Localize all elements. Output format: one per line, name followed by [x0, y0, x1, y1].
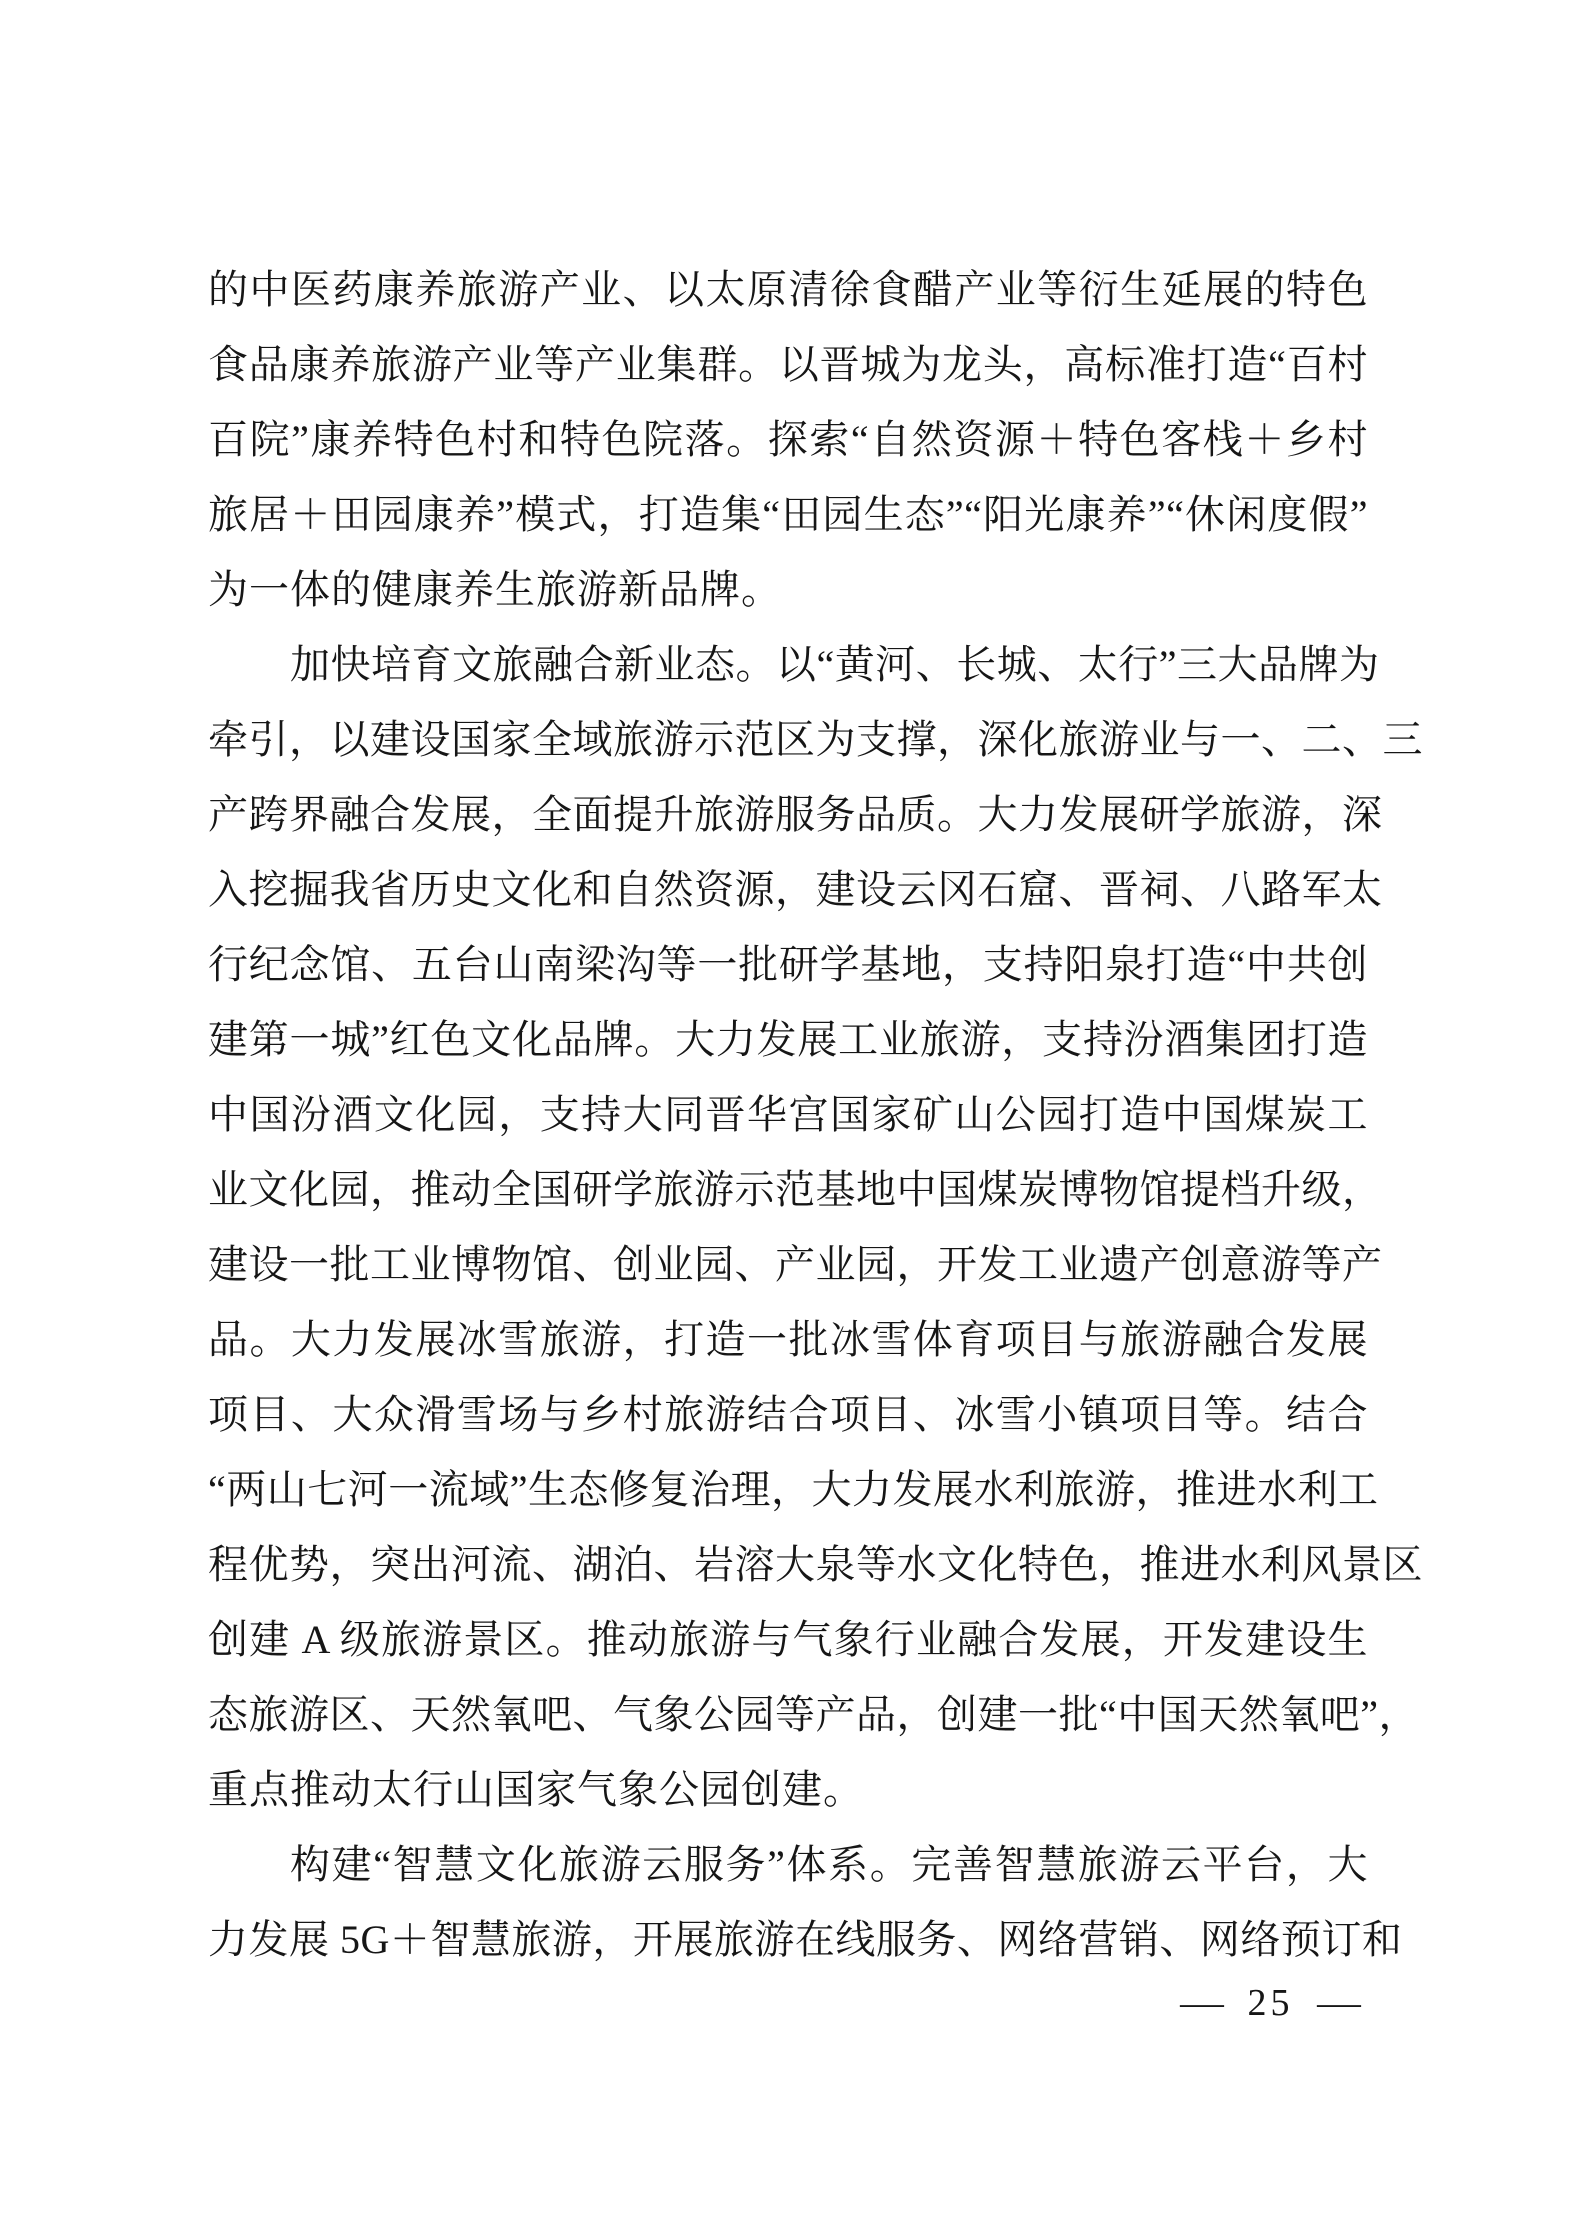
text-line: 项目、大众滑雪场与乡村旅游结合项目、冰雪小镇项目等。结合	[208, 1392, 1368, 1437]
text-line: 牵引，以建设国家全域旅游示范区为支撑，深化旅游业与一、二、三	[208, 717, 1423, 762]
text-line: 业文化园，推动全国研学旅游示范基地中国煤炭博物馆提档升级，	[208, 1167, 1383, 1212]
document-body	[208, 252, 1423, 1977]
text-line: 态旅游区、天然氧吧、气象公园等产品，创建一批“中国天然氧吧”，	[208, 1692, 1420, 1737]
page-number: 25	[1247, 1982, 1294, 2024]
text-line: 产跨界融合发展，全面提升旅游服务品质。大力发展研学旅游，深	[208, 792, 1383, 837]
text-line: 中国汾酒文化园，支持大同晋华宫国家矿山公园打造中国煤炭工	[208, 1092, 1368, 1137]
text-line: 入挖掘我省历史文化和自然资源，建设云冈石窟、晋祠、八路军太	[208, 867, 1383, 912]
text-line: 旅居＋田园康养”模式，打造集“田园生态”“阳光康养”“休闲度假”	[208, 492, 1368, 537]
text-line: 建第一城”红色文化品牌。大力发展工业旅游，支持汾酒集团打造	[208, 1017, 1368, 1062]
text-line: 构建“智慧文化旅游云服务”体系。完善智慧旅游云平台，大	[290, 1842, 1368, 1887]
footer-dash-left: —	[1180, 1982, 1224, 2024]
page-footer	[1180, 1978, 1361, 2028]
text-line: 食品康养旅游产业等产业集群。以晋城为龙头，高标准打造“百村	[208, 342, 1368, 387]
text-line: 建设一批工业博物馆、创业园、产业园，开发工业遗产创意游等产	[208, 1242, 1383, 1287]
footer-dash-right: —	[1317, 1982, 1361, 2024]
text-line: 力发展 5G＋智慧旅游，开展旅游在线服务、网络营销、网络预订和	[208, 1917, 1403, 1962]
text-line: 的中医药康养旅游产业、以太原清徐食醋产业等衍生延展的特色	[208, 267, 1368, 312]
text-line: 为一体的健康养生旅游新品牌。	[208, 567, 782, 612]
text-line: 行纪念馆、五台山南梁沟等一批研学基地，支持阳泉打造“中共创	[208, 942, 1368, 987]
text-line: “两山七河一流域”生态修复治理，大力发展水利旅游，推进水利工	[208, 1467, 1379, 1512]
text-line: 品。大力发展冰雪旅游，打造一批冰雪体育项目与旅游融合发展	[208, 1317, 1368, 1362]
text-line: 重点推动太行山国家气象公园创建。	[208, 1767, 864, 1812]
text-line: 程优势，突出河流、湖泊、岩溶大泉等水文化特色，推进水利风景区	[208, 1542, 1423, 1587]
text-line: 创建 A 级旅游景区。推动旅游与气象行业融合发展，开发建设生	[208, 1617, 1368, 1662]
text-line: 加快培育文旅融合新业态。以“黄河、长城、太行”三大品牌为	[290, 642, 1380, 687]
text-line: 百院”康养特色村和特色院落。探索“自然资源＋特色客栈＋乡村	[208, 417, 1368, 462]
